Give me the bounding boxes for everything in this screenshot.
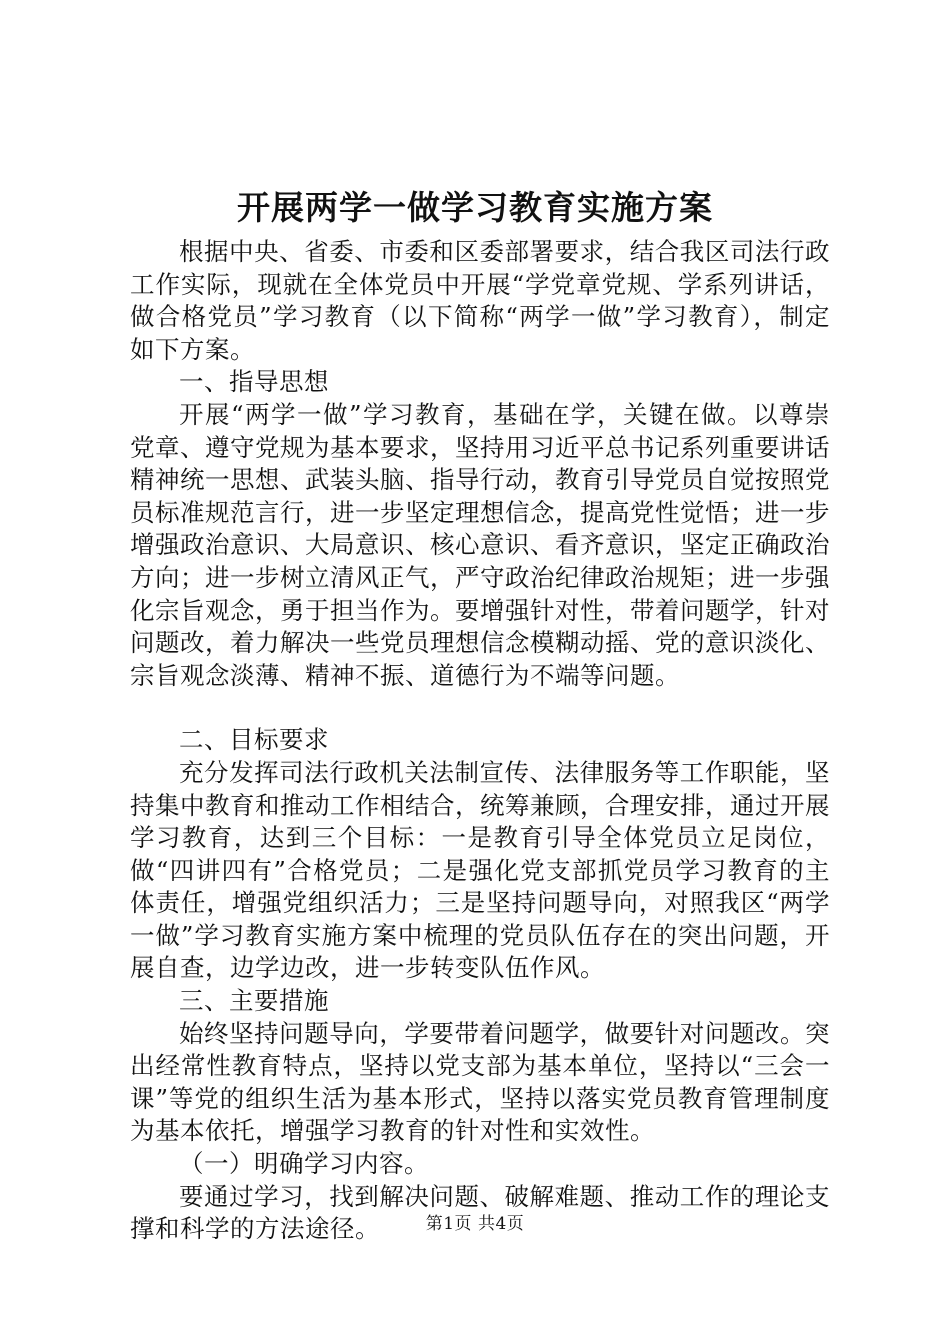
- subsection-paragraph-study-content: 要通过学习，找到解决问题、破解难题、推动工作的理论支撑和科学的方法途径。: [130, 1181, 830, 1244]
- document-body: [130, 236, 830, 1246]
- paragraph-spacer: [130, 692, 830, 724]
- section-heading-measures: 三、主要措施: [179, 986, 329, 1016]
- section-heading-guiding-thought: 一、指导思想: [179, 367, 329, 397]
- document-title: 开展两学一做学习教育实施方案: [237, 188, 713, 227]
- page-number-footer: 第1页 共4页: [425, 1214, 525, 1234]
- section-paragraph-guiding-thought: 开展“两学一做”学习教育，基础在学，关键在做。以尊崇党章、遵守党规为基本要求，坚持用习近平总书记系列重要讲话精神统一思想、武装头脑、指导行动，教育引导党员自觉按照党员标准规范言行，进一步坚定理想信念，提高党性觉悟；进一步增强政治意识、大局意识、核心意识、看齐意识，坚定正确政治方向；进一步树立清风正气，严守政治纪律政治规矩；进一步强化宗旨观念，勇于担当作为。要增强针对性，带着问题学，针对问题改，着力解决一些党员理想信念模糊动摇、党的意识淡化、宗旨观念淡薄、精神不振、道德行为不端等问题。: [130, 399, 830, 690]
- section-paragraph-measures: 始终坚持问题导向，学要带着问题学，做要针对问题改。突出经常性教育特点，坚持以党支部为基本单位，坚持以“三会一课”等党的组织生活为基本形式，坚持以落实党员教育管理制度为基本依托，增强学习教育的针对性和实效性。: [130, 1018, 830, 1146]
- section-heading-goals: 二、目标要求: [179, 725, 329, 755]
- subsection-heading-study-content: （一）明确学习内容。: [179, 1149, 429, 1179]
- intro-paragraph: 根据中央、省委、市委和区委部署要求，结合我区司法行政工作实际，现就在全体党员中开展“学党章党规、学系列讲话，做合格党员”学习教育（以下简称“两学一做”学习教育），制定如下方案。: [130, 237, 830, 364]
- section-paragraph-goals: 充分发挥司法行政机关法制宣传、法律服务等工作职能，坚持集中教育和推动工作相结合，统筹兼顾，合理安排，通过开展学习教育，达到三个目标：一是教育引导全体党员立足岗位，做“四讲四有”合格党员；二是强化党支部抓党员学习教育的主体责任，增强党组织活力；三是坚持问题导向，对照我区“两学一做”学习教育实施方案中梳理的党员队伍存在的突出问题，开展自查，边学边改，进一步转变队伍作风。: [130, 757, 830, 983]
